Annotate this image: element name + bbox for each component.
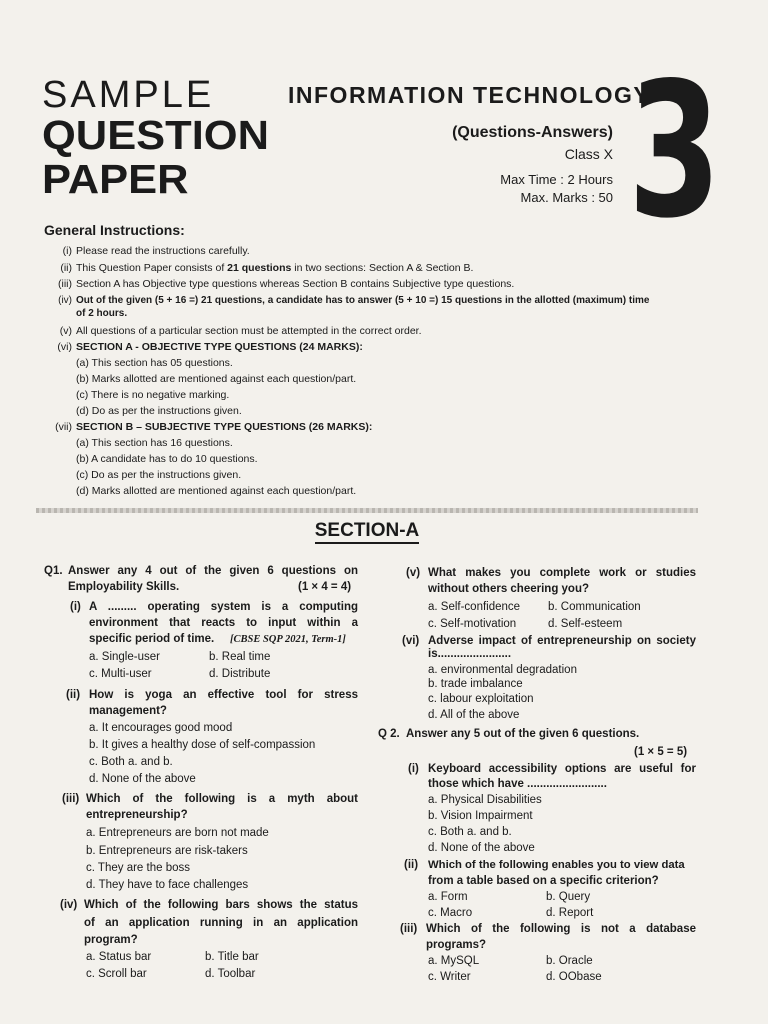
q1-v-number: (v) [406, 567, 421, 579]
q1-i-option-a: a. Single-user [89, 651, 160, 663]
section-a-title: SECTION-A [315, 520, 420, 544]
instruction-text: in two sections: Section A & Section B. [291, 262, 474, 274]
q1-vi-line2: is....................... [428, 648, 512, 660]
section-b-note-3: (c) Do as per the instructions given. [76, 469, 242, 481]
section-a-heading [0, 520, 734, 542]
q1-ii-line2: management? [89, 705, 167, 717]
subject-title: INFORMATION TECHNOLOGY [288, 82, 651, 108]
instruction-text: This Question Paper consists of [76, 262, 228, 274]
q2-i-line2: those which have ......................... [428, 778, 607, 790]
q1-ii-option-c: c. Both a. and b. [89, 756, 173, 768]
q1-iii-line2: entrepreneurship? [86, 809, 188, 821]
paper-type-paper: PAPER [42, 156, 189, 202]
instruction-num: (vii) [55, 421, 72, 433]
q1-vi-option-a: a. environmental degradation [428, 664, 577, 676]
q2-ii-option-a: a. Form [428, 891, 468, 903]
q1-iii-option-d: d. They have to face challenges [86, 879, 249, 891]
q1-i-number: (i) [70, 601, 81, 613]
q2-number: Q 2. [378, 728, 400, 740]
q1-i-option-d: d. Distribute [209, 668, 271, 680]
q2-ii-number: (ii) [404, 859, 419, 871]
section-b-note-1: (a) This section has 16 questions. [76, 437, 233, 449]
instruction-text: All questions of a particular section must be attempted in the correct order. [76, 325, 422, 337]
q2-iii-option-c: c. Writer [428, 971, 471, 983]
q1-iii-option-c: c. They are the boss [86, 862, 190, 874]
q2-text: Answer any 5 out of the given 6 questions. [406, 728, 640, 740]
instruction-2 [60, 262, 474, 275]
max-marks: Max. Marks : 50 [520, 190, 613, 205]
q1-iv-option-c: c. Scroll bar [86, 968, 147, 980]
q1-v-option-c: c. Self-motivation [428, 618, 517, 630]
instruction-1 [62, 245, 250, 258]
instruction-7 [55, 421, 373, 434]
q1-marks: (1 × 4 = 4) [298, 581, 352, 593]
q1-iv-line2: of an application running in an application [84, 917, 358, 929]
q1-text-line1: Answer any 4 out of the given 6 questions on [68, 565, 358, 577]
instruction-num: (ii) [60, 262, 72, 274]
q1-i-line3: specific period of time. [89, 633, 215, 645]
instruction-text: Out of the given (5 + 16 =) 21 questions, a candidate has to answer (5 + 10 =) 15 questions in the allotted (maximum) time [76, 295, 650, 306]
section-b-note-2: (b) A candidate has to do 10 questions. [76, 453, 258, 465]
q2-ii-line1: Which of the following enables you to view data [428, 859, 685, 871]
q1-i-line1: A ......... operating system is a computing [89, 601, 358, 613]
max-time: Max Time : 2 Hours [500, 172, 613, 187]
subtitle-qa: (Questions-Answers) [452, 124, 613, 141]
q2-i-number: (i) [408, 763, 419, 775]
instruction-num: (iii) [58, 278, 72, 290]
q1-iv-option-a: a. Status bar [86, 951, 152, 963]
instruction-num: (iv) [58, 295, 72, 306]
q1-iv-line1: Which of the following bars shows the status [84, 899, 358, 911]
q1-vi-number: (vi) [402, 635, 420, 647]
instruction-text: SECTION B – SUBJECTIVE TYPE QUESTIONS (26 MARKS): [76, 421, 373, 433]
q2-ii-option-c: c. Macro [428, 907, 473, 919]
q1-iii-line1: Which of the following is a myth about [86, 793, 358, 805]
q1-vi-option-c: c. labour exploitation [428, 693, 534, 705]
q2-i-line1: Keyboard accessibility options are useful for [428, 763, 696, 775]
q1-ii-option-d: d. None of the above [89, 773, 196, 785]
class-label: Class X [564, 146, 613, 162]
instruction-num: (vi) [57, 341, 72, 353]
q1-text-line2: Employability Skills. [68, 581, 180, 593]
instruction-num: (v) [59, 325, 72, 337]
q1-iii-number: (iii) [62, 793, 80, 805]
q1-v-line2: without others cheering you? [428, 583, 590, 595]
instructions-heading: General Instructions: [44, 222, 185, 238]
q2-iii-line1: Which of the following is not a database [426, 923, 696, 935]
q2-iii-option-a: a. MySQL [428, 955, 480, 967]
q1-v-option-d: d. Self-esteem [548, 618, 623, 630]
q2-iii-option-b: b. Oracle [546, 955, 593, 967]
q1-i-line2: environment that reacts to input within a [89, 617, 358, 629]
instruction-6 [57, 341, 363, 354]
q2-i-option-a: a. Physical Disabilities [428, 794, 542, 806]
section-a-note-3: (c) There is no negative marking. [76, 389, 230, 401]
q1-iv-number: (iv) [60, 899, 78, 911]
section-b-note-4: (d) Marks allotted are mentioned against each question/part. [76, 485, 357, 497]
instruction-text: SECTION A - OBJECTIVE TYPE QUESTIONS (24 MARKS): [76, 341, 363, 353]
q1-iii-option-a: a. Entrepreneurs are born not made [86, 827, 269, 839]
q1-v-line1: What makes you complete work or studies [428, 567, 696, 579]
q1-v-option-b: b. Communication [548, 601, 641, 613]
q1-iii-option-b: b. Entrepreneurs are risk-takers [86, 845, 248, 857]
q1-number: Q1. [44, 565, 63, 577]
q2-iii-line2: programs? [426, 939, 487, 951]
q1-ii-option-b: b. It gives a healthy dose of self-compassion [89, 739, 316, 751]
q2-iii-option-d: d. OObase [546, 971, 602, 983]
paper-type-sample: SAMPLE [42, 74, 215, 116]
q1-i-option-c: c. Multi-user [89, 668, 152, 680]
instruction-3 [58, 278, 515, 291]
q2-i-option-c: c. Both a. and b. [428, 826, 512, 838]
section-divider [36, 508, 698, 513]
q1-i-citation: [CBSE SQP 2021, Term-1] [230, 634, 346, 645]
q2-i-option-d: d. None of the above [428, 842, 535, 854]
paper-number: 3 [628, 42, 722, 259]
q2-ii-line2: from a table based on a specific criterion? [428, 875, 659, 887]
q1-vi-line1: Adverse impact of entrepreneurship on society [428, 635, 696, 647]
instruction-5 [59, 325, 422, 338]
q1-ii-line1: How is yoga an effective tool for stress [89, 689, 358, 701]
instruction-4 [58, 294, 650, 320]
q1-ii-option-a: a. It encourages good mood [89, 722, 233, 734]
instruction-num: (i) [62, 245, 72, 257]
q1-i-option-b: b. Real time [209, 651, 271, 663]
q1-iv-line3: program? [84, 934, 138, 946]
q1-vi-option-b: b. trade imbalance [428, 678, 523, 690]
q1-v-option-a: a. Self-confidence [428, 601, 521, 613]
q2-iii-number: (iii) [400, 923, 418, 935]
q2-marks: (1 × 5 = 5) [634, 746, 688, 758]
q2-i-option-b: b. Vision Impairment [428, 810, 533, 822]
q1-vi-option-d: d. All of the above [428, 709, 520, 721]
q1-iv-option-d: d. Toolbar [205, 968, 256, 980]
q2-ii-option-d: d. Report [546, 907, 594, 919]
instruction-text: Section A has Objective type questions whereas Section B contains Subjective type questions. [76, 278, 515, 290]
section-a-note-2: (b) Marks allotted are mentioned against each question/part. [76, 373, 357, 385]
paper-type-question: QUESTION [42, 112, 269, 158]
section-a-note-4: (d) Do as per the instructions given. [76, 405, 242, 417]
section-a-note-1: (a) This section has 05 questions. [76, 357, 233, 369]
q1-iv-option-b: b. Title bar [205, 951, 259, 963]
instruction-text: of 2 hours. [76, 308, 128, 319]
q1-ii-number: (ii) [66, 689, 81, 701]
q2-ii-option-b: b. Query [546, 891, 591, 903]
instruction-text: Please read the instructions carefully. [76, 245, 250, 257]
instruction-bold: 21 questions [227, 262, 292, 274]
